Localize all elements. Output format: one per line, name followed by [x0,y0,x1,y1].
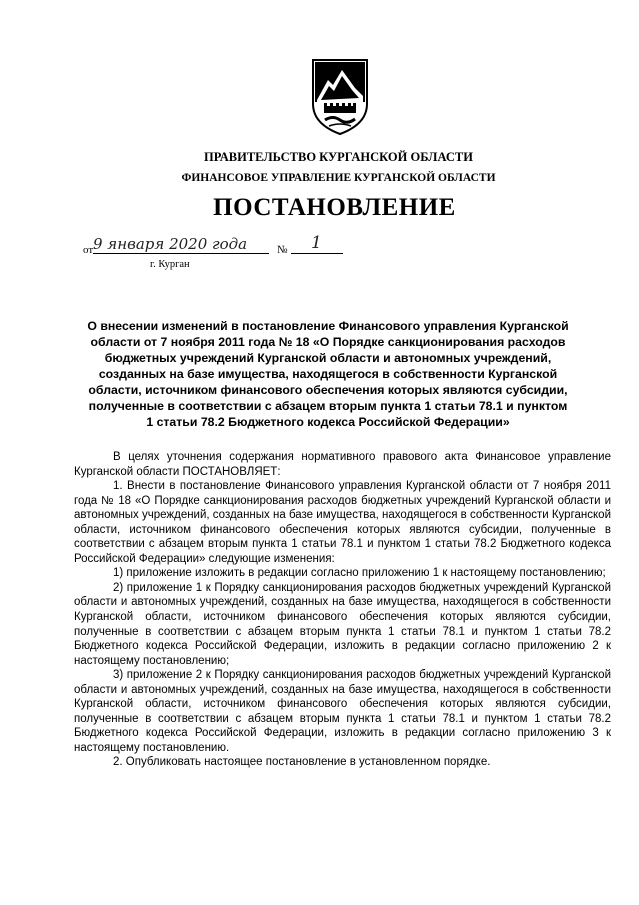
subclause-2-paragraph: 2) приложение 1 к Порядку санкционирования расходов бюджетных учреждений Курганской области и автономных учреждений, созданных на базе имущества, находящегося в собственности Курганской области, источником финансового обеспечения которых являются субсидии, полученные в соответствии с абзацем вторым пункта 1 статьи 78.1 и пунктом 1 статьи 78.2 Бюджетного кодекса Российской Федерации, изложить в редакции согласно приложению 2 к настоящему постановлению; [74,581,611,667]
preamble-paragraph: В целях уточнения содержания нормативного правового акта Финансовое управление Курганской области ПОСТАНОВЛЯЕТ: [74,451,611,478]
date-from-label: от [83,244,94,256]
date-underline [93,253,269,254]
number-label: № [277,244,288,256]
government-name: ПРАВИТЕЛЬСТВО КУРГАНСКОЙ ОБЛАСТИ [204,150,473,164]
clause-1-paragraph: 1. Внести в постановление Финансового управления Курганской области от 7 ноября 2011 года № 18 «О Порядке санкционирования расходов бюджетных учреждений Курганской области и автономных учреждений, созданных на базе имущества, находящегося в собственности Курганской области, источником финансового обеспечения которых являются субсидии, полученные в соответствии с абзацем вторым пункта 1 статьи 78.1 и пунктом 1 статьи 78.2 Бюджетного кодекса Российской Федерации» следующие изменения: [74,480,611,565]
document-title: О внесении изменений в постановление Финансового управления Курганской области от 7 ноября 2011 года № 18 «О Порядке санкционирования расходов бюджетных учреждений Курганской области и автономных учреждений, созданных на базе имущества, находящегося в собственности Курганской области, источником финансового обеспечения которых являются субсидии, полученные в соответствии с абзацем вторым пункта 1 статьи 78.1 и пунктом 1 статьи 78.2 Бюджетного кодекса Российской Федерации» [87,319,569,429]
department-name: ФИНАНСОВОЕ УПРАВЛЕНИЕ КУРГАНСКОЙ ОБЛАСТИ [181,172,496,184]
subclause-1-paragraph: 1) приложение изложить в редакции согласно приложению 1 к настоящему постановлению; [113,567,606,580]
city-name: г. Курган [150,259,190,270]
number-underline [291,253,343,254]
handwritten-date: 9 января 2020 года [93,235,248,253]
coat-of-arms-icon [311,58,369,136]
document-type-heading: ПОСТАНОВЛЕНИЕ [213,194,456,221]
clause-2-paragraph: 2. Опубликовать настоящее постановление в установленном порядке. [113,756,491,769]
subclause-3-paragraph: 3) приложение 2 к Порядку санкционирования расходов бюджетных учреждений Курганской области и автономных учреждений, созданных на базе имущества, находящегося в собственности Курганской области, источником финансового обеспечения которых являются субсидии, полученные в соответствии с абзацем вторым пункта 1 статьи 78.1 и пунктом 1 статьи 78.2 Бюджетного кодекса Российской Федерации, изложить в редакции согласно приложению 3 к настоящему постановлению. [74,669,611,754]
handwritten-number: 1 [311,233,322,253]
document-body [74,450,611,770]
